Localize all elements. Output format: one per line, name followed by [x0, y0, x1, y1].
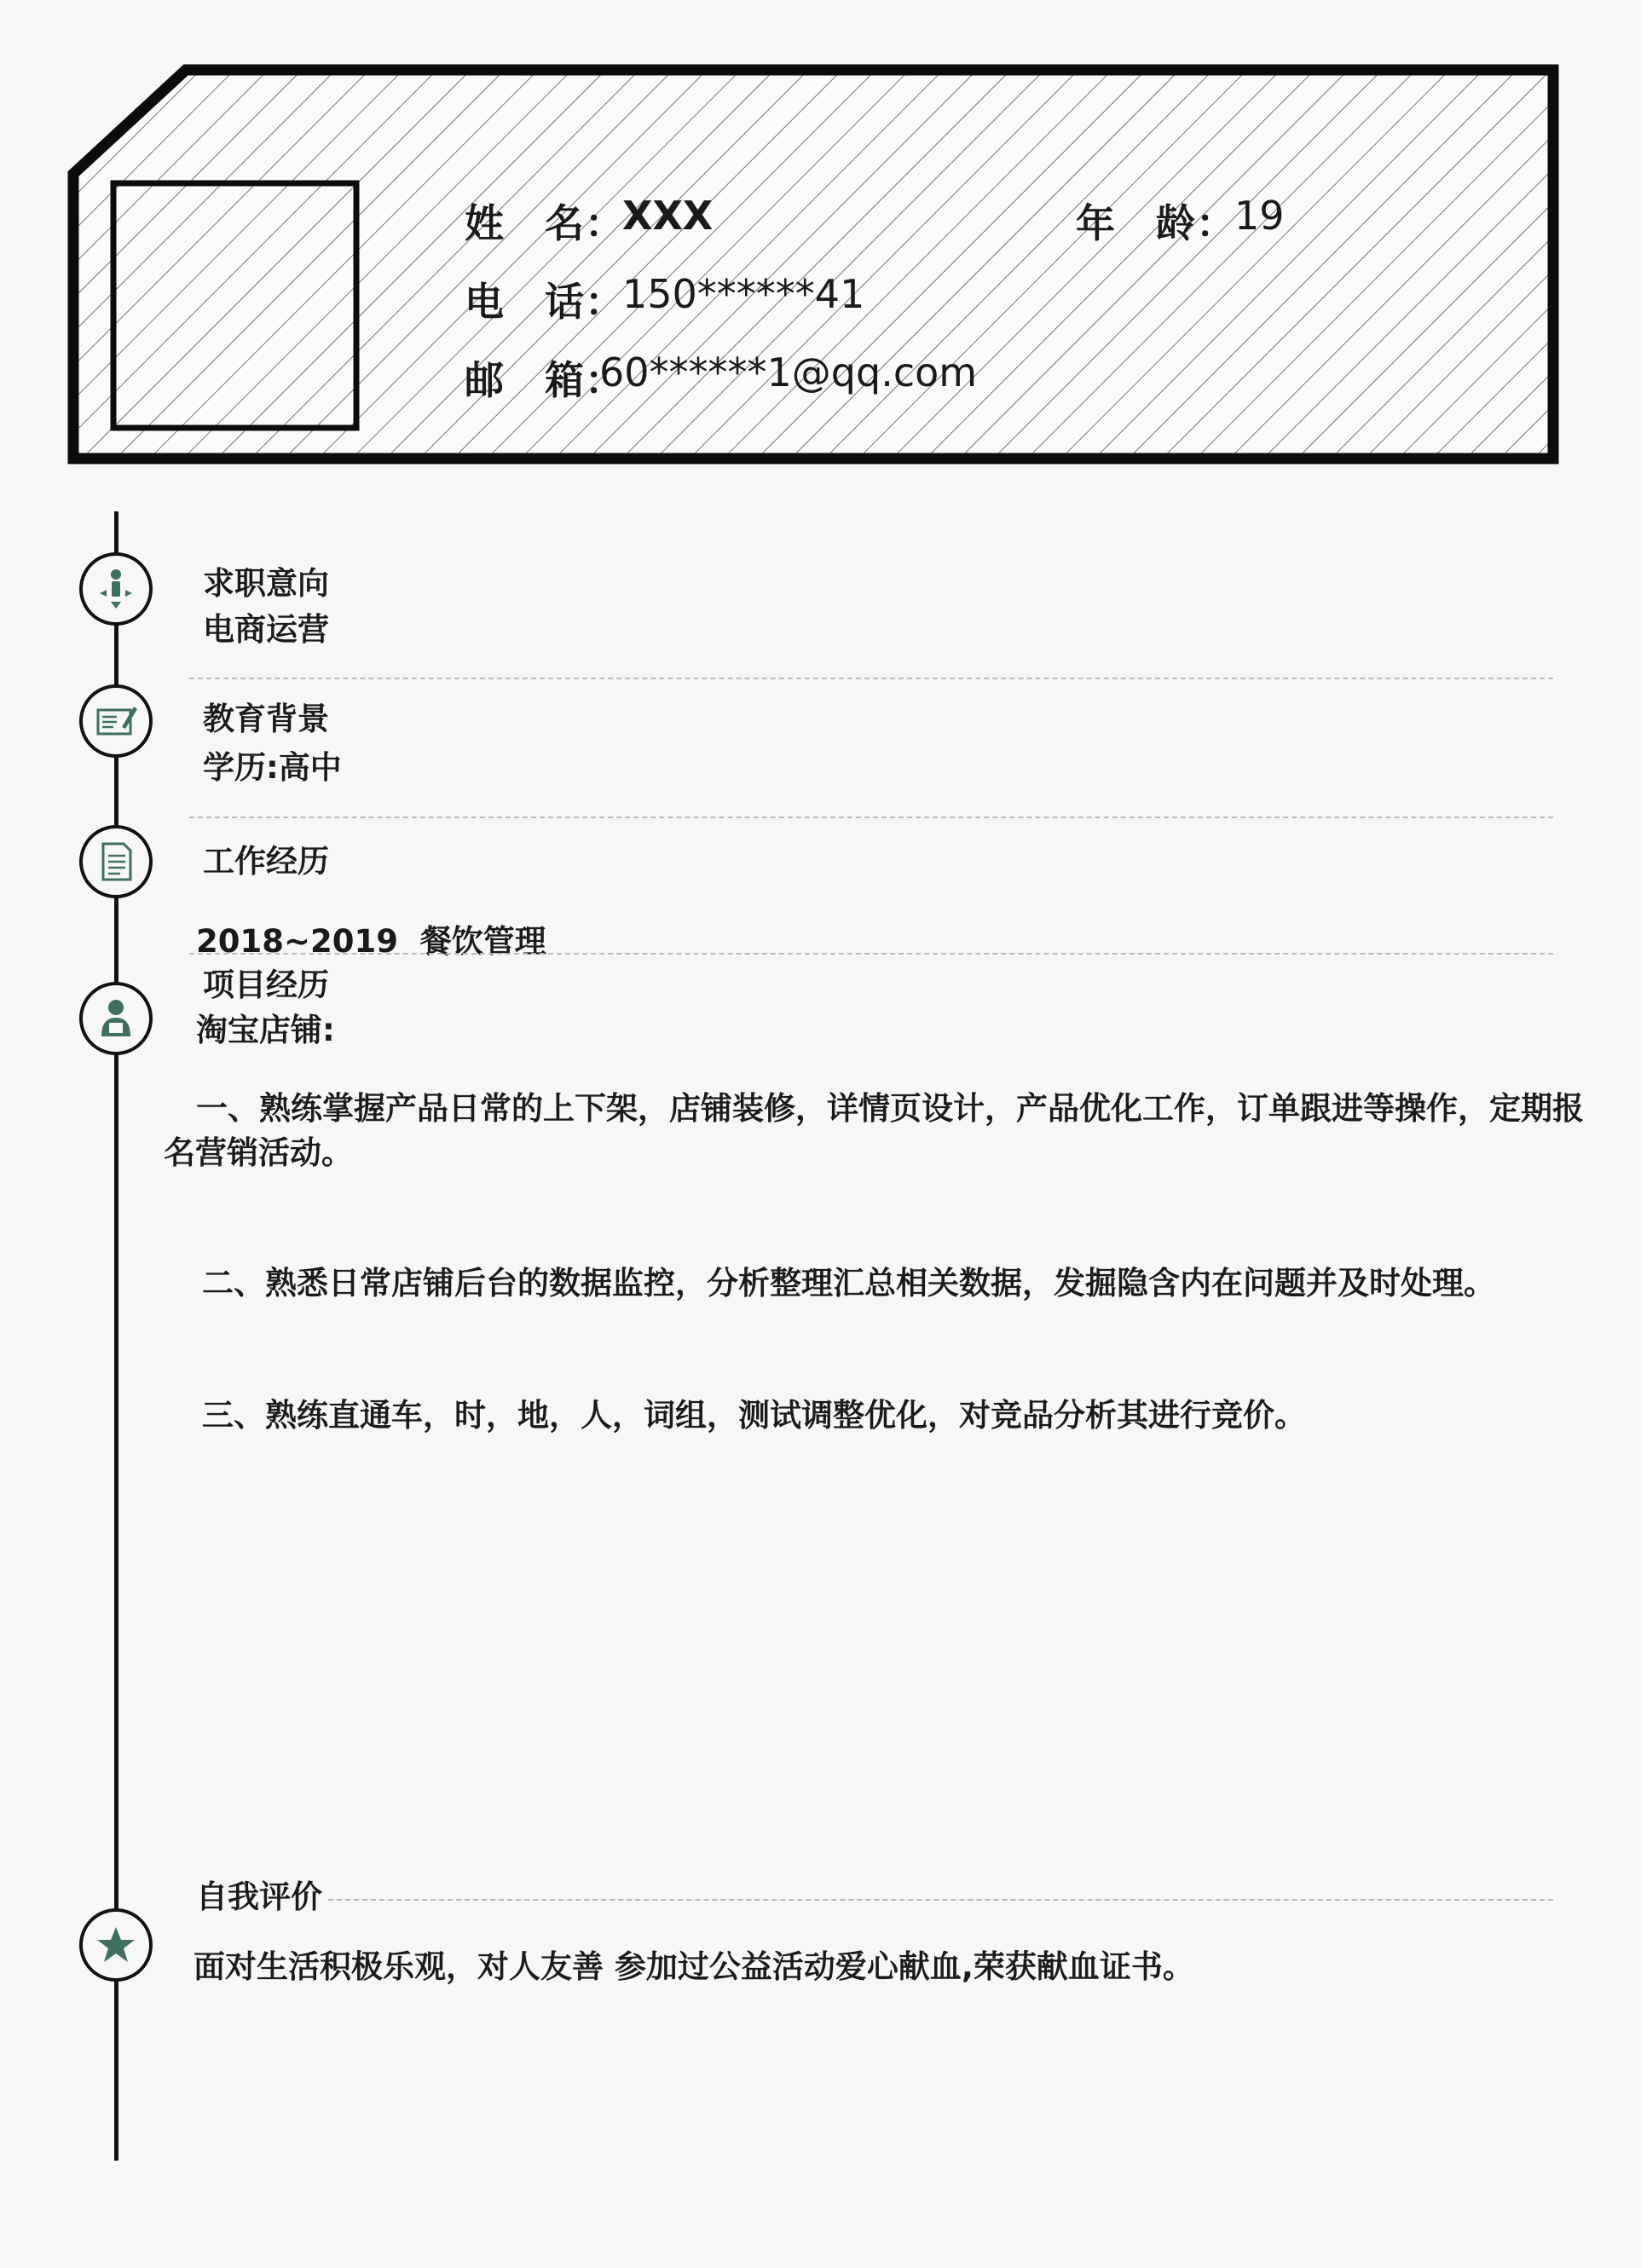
age-label: 年 龄： — [1076, 200, 1236, 246]
work-title: 工作经历 — [203, 843, 329, 880]
divider — [189, 817, 1553, 818]
age-value: 19 — [1234, 193, 1285, 239]
self-eval-text: 面对生活积极乐观，对人友善 参加过公益活动爱心献血,荣获献血证书。 — [194, 1948, 1194, 1985]
star-icon — [79, 1908, 153, 1982]
divider — [328, 1899, 1553, 1901]
email-value: 60******1@qq.com — [599, 349, 978, 395]
project-item: 一、熟练掌握产品日常的上下架，店铺装修，详情页设计，产品优化工作，订单跟进等操作，定期报名营销活动。 — [164, 1090, 1584, 1171]
document-icon — [79, 825, 153, 898]
work-entry: 2018~2019 餐饮管理 — [196, 923, 546, 960]
education-icon — [79, 684, 153, 758]
education-title: 教育背景 — [203, 701, 329, 737]
self-eval-title: 自我评价 — [196, 1878, 322, 1915]
job-intention-value: 电商运营 — [203, 611, 329, 648]
project-item: 三、熟练直通车，时，地，人，词组，测试调整优化，对竞品分析其进行竞价。 — [202, 1397, 1306, 1434]
divider — [189, 953, 1553, 955]
project-item: 二、熟悉日常店铺后台的数据监控，分析整理汇总相关数据，发掘隐含内在问题并及时处理。 — [202, 1265, 1495, 1301]
name-label: 姓 名： — [465, 200, 625, 246]
divider — [189, 678, 1553, 679]
project-title: 项目经历 — [203, 967, 329, 1003]
education-value: 学历:高中 — [203, 749, 342, 786]
phone-label: 电 话： — [465, 279, 625, 325]
job-intention-title: 求职意向 — [203, 565, 329, 602]
career-icon — [79, 552, 153, 626]
email-label: 邮 箱： — [465, 357, 625, 403]
name-value: XXX — [622, 193, 714, 239]
header-frame — [0, 0, 1641, 477]
person-icon — [79, 982, 153, 1055]
phone-value: 150******41 — [622, 271, 865, 317]
project-subtitle: 淘宝店铺: — [196, 1012, 335, 1048]
